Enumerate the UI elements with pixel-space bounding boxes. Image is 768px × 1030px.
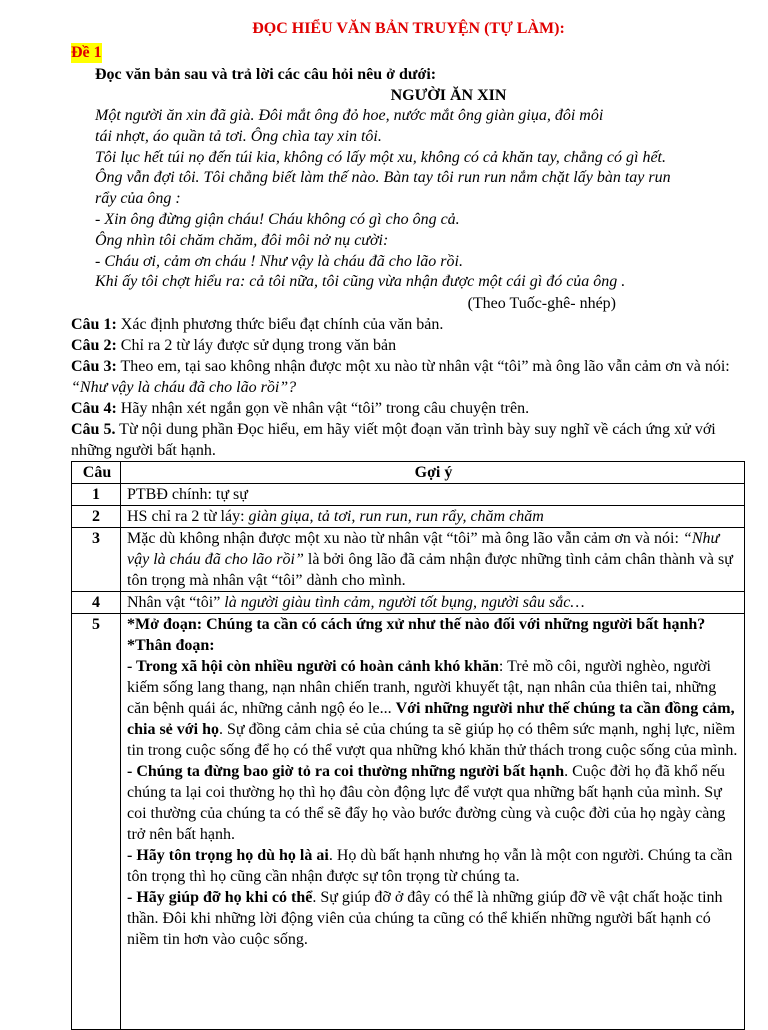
mo-doan: *Mở đoạn: Chúng ta cần có cách ứng xử như thế nào đối với những người bất hạnh? bbox=[127, 616, 706, 634]
question-1 bbox=[71, 314, 746, 335]
row-answer: PTBĐ chính: tự sự bbox=[121, 484, 745, 506]
paragraph-bold: - Chúng ta đừng bao giờ tỏ ra coi thường những người bất hạnh bbox=[127, 763, 565, 781]
header-cau: Câu bbox=[72, 462, 121, 484]
paragraph-bold: Với những người như thế chúng ta cần đồng cảm, chia sẻ với họ bbox=[127, 700, 735, 739]
question-text: Từ nội dung phần Đọc hiểu, em hãy viết một đoạn văn trình bày suy nghĩ về cách ứng xử với những người bất hạnh. bbox=[71, 421, 716, 460]
question-label: Câu 3: bbox=[71, 358, 117, 376]
paragraph-4 bbox=[127, 887, 740, 950]
paragraph-2 bbox=[127, 761, 740, 845]
story-line: Khi ấy tôi chợt hiểu ra: cả tôi nữa, tôi cũng vừa nhận được một cái gì đó của ông . bbox=[95, 273, 626, 291]
story-line: Tôi lục hết túi nọ đến túi kia, không có lấy một xu, không có cả khăn tay, chẳng có gì hết. bbox=[95, 148, 666, 166]
answer-text: là bởi ông lão đã cảm nhận được những tình cảm chân thành và sự tôn trọng mà nhân vật “tôi” dành cho mình. bbox=[127, 551, 733, 590]
question-label: Câu 2: bbox=[71, 337, 117, 355]
story-line: rẩy của ông : bbox=[95, 190, 181, 208]
paragraph-bold: - Hãy tôn trọng họ dù họ là ai bbox=[127, 847, 329, 865]
row-number: 2 bbox=[72, 506, 121, 528]
story-line: Ông nhìn tôi chăm chăm, đôi môi nở nụ cười: bbox=[95, 231, 389, 249]
story-line: tái nhợt, áo quần tả tơi. Ông chìa tay xin tôi. bbox=[95, 127, 382, 145]
row-answer bbox=[121, 614, 745, 1030]
paragraph-bold: - Trong xã hội còn nhiều người có hoàn cảnh khó khăn bbox=[127, 658, 499, 676]
table-row bbox=[72, 506, 745, 528]
answer-prefix: HS chỉ ra 2 từ láy: bbox=[127, 508, 249, 526]
paragraph-text: . Họ dù bất hạnh nhưng họ vẫn là một con người. Chúng ta cần tôn trọng thì họ cũng cần nhận được sự tôn trọng từ chúng ta. bbox=[127, 847, 733, 886]
answer-prefix: Nhân vật “tôi” bbox=[127, 594, 225, 612]
table-row bbox=[72, 528, 745, 592]
question-3 bbox=[71, 356, 746, 398]
paragraph-text: : Trẻ mồ côi, người nghèo, người kiếm sống lang thang, nạn nhân chiến tranh, người khuyết tật, nạn nhân của thiên tai, những căn bệnh quái ác, những cảnh ngộ éo le... bbox=[127, 658, 717, 718]
question-text: Theo em, tại sao không nhận được một xu nào từ nhân vật “tôi” mà ông lão vẫn cảm ơn và nói: bbox=[116, 358, 730, 376]
story-line: Một người ăn xin đã già. Đôi mắt ông đỏ hoe, nước mắt ông giàn giụa, đôi môi bbox=[95, 107, 604, 124]
row-answer bbox=[121, 528, 745, 592]
question-text: Chỉ ra 2 từ láy được sử dụng trong văn bản bbox=[116, 337, 397, 355]
header-goi-y: Gợi ý bbox=[121, 462, 745, 484]
paragraph-3 bbox=[127, 845, 740, 887]
row-answer bbox=[121, 592, 745, 614]
question-5 bbox=[71, 419, 746, 461]
answer-text: Mặc dù không nhận được một xu nào từ nhân vật “tôi” mà ông lão vẫn cảm ơn và nói: bbox=[127, 530, 683, 548]
de-label: Đề 1 bbox=[71, 44, 102, 61]
document-page bbox=[71, 14, 746, 1030]
row-number: 1 bbox=[72, 484, 121, 506]
story-title: NGƯỜI ĂN XIN bbox=[390, 87, 507, 104]
question-2 bbox=[71, 335, 746, 356]
paragraph-bold: - Hãy giúp đỡ họ khi có thể bbox=[127, 889, 313, 907]
document-title: ĐỌC HIỂU VĂN BẢN TRUYỆN (TỰ LÀM): bbox=[252, 20, 565, 37]
question-label: Câu 5. bbox=[71, 421, 116, 439]
answer-italic: giàn giụa, tả tơi, run run, run rẩy, chăm chăm bbox=[248, 508, 544, 526]
story-line: Ông vẫn đợi tôi. Tôi chẳng biết làm thế nào. Bàn tay tôi run run nắm chặt lấy bàn tay run bbox=[95, 169, 671, 187]
table-header-row bbox=[72, 462, 745, 484]
question-4 bbox=[71, 398, 746, 419]
table-row bbox=[72, 592, 745, 614]
paragraph-text: . Cuộc đời họ đã khổ nếu chúng ta lại coi thường họ thì họ đâu còn động lực để vượt qua những bất hạnh của mình. Sự coi thường của chúng ta có thể sẽ đẩy họ vào bước đường cùng và cuộc đời của họ ngày càng trở nên bất hạnh. bbox=[127, 763, 726, 844]
story-source: (Theo Tuốc-ghê- nhép) bbox=[467, 295, 616, 313]
answer-table bbox=[71, 461, 745, 1030]
table-row bbox=[72, 484, 745, 506]
row-answer bbox=[121, 506, 745, 528]
story-text bbox=[71, 106, 746, 293]
paragraph-text: . Sự đồng cảm chia sẻ của chúng ta sẽ giúp họ có thêm sức mạnh, nghị lực, niềm tin trong cuộc sống để họ có thể vượt qua những khó khăn thử thách trong cuộc sống của mình. bbox=[127, 721, 738, 760]
row-number: 4 bbox=[72, 592, 121, 614]
question-quote: “Như vậy là cháu đã cho lão rồi”? bbox=[71, 379, 297, 397]
paragraph-text: . Sự giúp đỡ ở đây có thể là những giúp đỡ về vật chất hoặc tinh thần. Đôi khi những lời động viên của chúng ta cũng có thể khiến những người bất hạnh có niềm tin hơn vào cuộc sống. bbox=[127, 889, 723, 949]
row-number: 5 bbox=[72, 614, 121, 1030]
question-text: Xác định phương thức biểu đạt chính của văn bản. bbox=[116, 316, 444, 334]
question-label: Câu 1: bbox=[71, 316, 117, 334]
row-number: 3 bbox=[72, 528, 121, 592]
question-label: Câu 4: bbox=[71, 400, 117, 418]
answer-quote: “Như vậy là cháu đã cho lão rồi” bbox=[127, 530, 720, 569]
than-doan-label: *Thân đoạn: bbox=[127, 637, 215, 655]
question-text: Hãy nhận xét ngắn gọn về nhân vật “tôi” trong câu chuyện trên. bbox=[116, 400, 530, 418]
answer-italic: là người giàu tình cảm, người tốt bụng, người sâu sắc… bbox=[224, 594, 585, 612]
paragraph-1 bbox=[127, 656, 740, 761]
table-row bbox=[72, 614, 745, 1030]
story-line: - Xin ông đừng giận cháu! Cháu không có gì cho ông cả. bbox=[95, 210, 460, 228]
story-line: - Cháu ơi, cảm ơn cháu ! Như vậy là cháu đã cho lão rồi. bbox=[95, 252, 463, 270]
instruction: Đọc văn bản sau và trả lời các câu hỏi nêu ở dưới: bbox=[95, 66, 437, 83]
